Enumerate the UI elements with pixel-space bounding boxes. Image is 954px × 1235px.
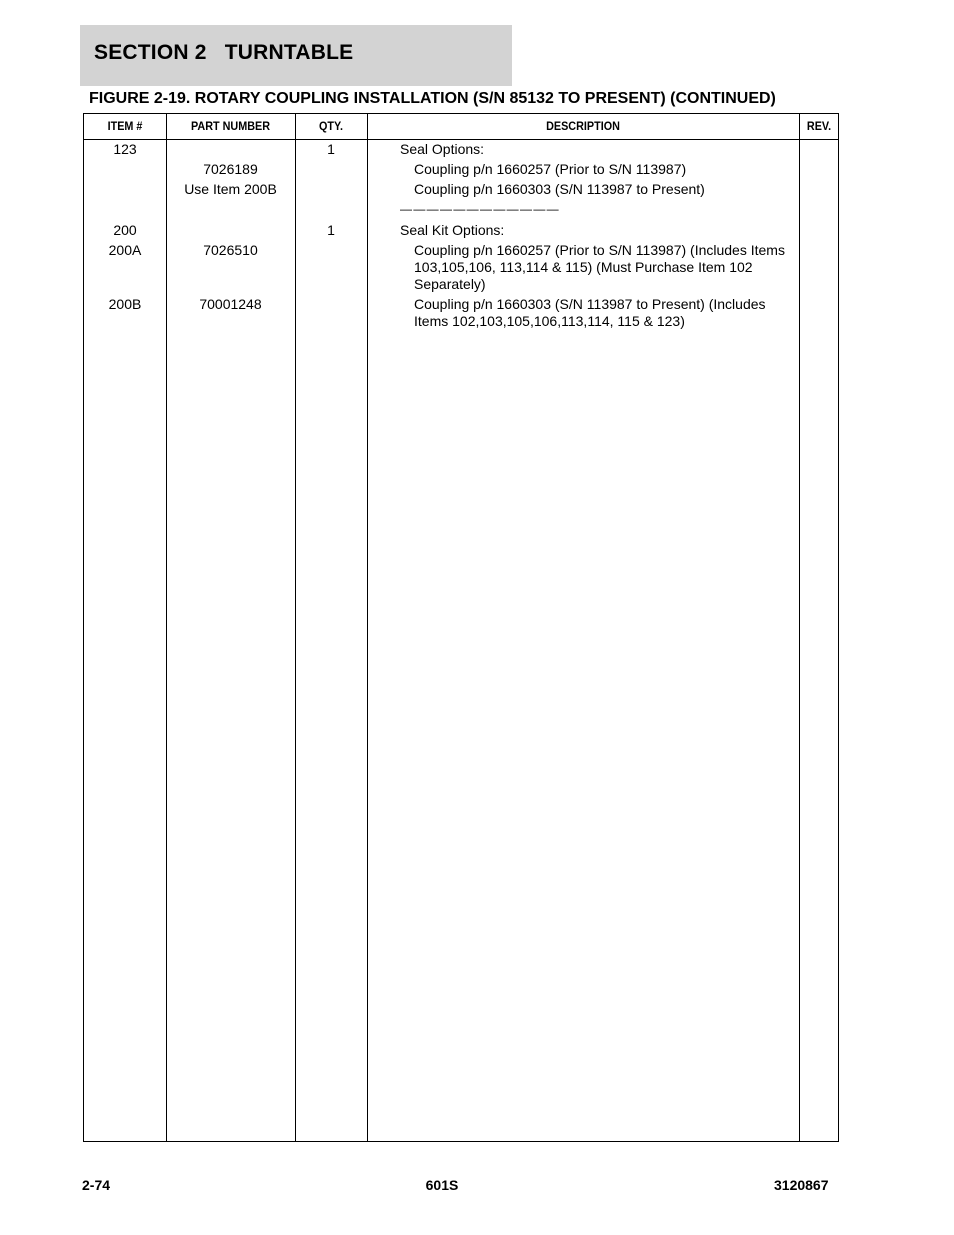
model-number: 601S bbox=[425, 1177, 459, 1193]
column-divider bbox=[295, 114, 296, 1141]
column-divider bbox=[166, 114, 167, 1141]
description: Coupling p/n 1660257 (Prior to S/N 113987) (Includes Items 103,105,106, 113,114 & 115) (Must Purchase Item 102 Separately) bbox=[414, 242, 785, 292]
qty: 1 bbox=[327, 222, 335, 238]
document-number: 3120867 bbox=[774, 1177, 829, 1193]
page-number: 2-74 bbox=[82, 1177, 111, 1193]
description: Coupling p/n 1660257 (Prior to S/N 113987) bbox=[414, 161, 687, 177]
column-divider bbox=[367, 114, 368, 1141]
description: Seal Kit Options: bbox=[400, 222, 505, 238]
part-number: 7026510 bbox=[203, 242, 258, 258]
header-divider bbox=[84, 139, 838, 140]
header-description: DESCRIPTION bbox=[546, 119, 620, 133]
item-number: 200A bbox=[108, 242, 142, 258]
item-number: 123 bbox=[113, 141, 137, 157]
qty: 1 bbox=[327, 141, 335, 157]
part-number: 70001248 bbox=[199, 296, 262, 312]
column-divider bbox=[799, 114, 800, 1141]
header-qty: QTY. bbox=[318, 119, 343, 133]
figure-title: FIGURE 2-19. ROTARY COUPLING INSTALLATION (S/N 85132 TO PRESENT) (CONTINUED) bbox=[89, 90, 776, 107]
part-number: 7026189 bbox=[203, 161, 258, 177]
parts-table bbox=[83, 113, 839, 1142]
description: Coupling p/n 1660303 (S/N 113987 to Present) bbox=[414, 181, 705, 197]
description: Coupling p/n 1660303 (S/N 113987 to Present) (Includes Items 102,103,105,106,113,114, 115 & 123) bbox=[414, 296, 766, 329]
header-part-number: PART NUMBER bbox=[190, 119, 271, 133]
description: Seal Options: bbox=[400, 141, 485, 157]
separator-dashes: — — — — — — — — — — — — bbox=[400, 202, 558, 216]
section-title: SECTION 2 TURNTABLE bbox=[94, 41, 354, 64]
item-number: 200 bbox=[113, 222, 137, 238]
section-banner bbox=[80, 25, 512, 86]
header-rev: REV. bbox=[806, 119, 832, 133]
part-number: Use Item 200B bbox=[184, 181, 277, 197]
item-number: 200B bbox=[108, 296, 142, 312]
header-item: ITEM # bbox=[107, 119, 143, 133]
